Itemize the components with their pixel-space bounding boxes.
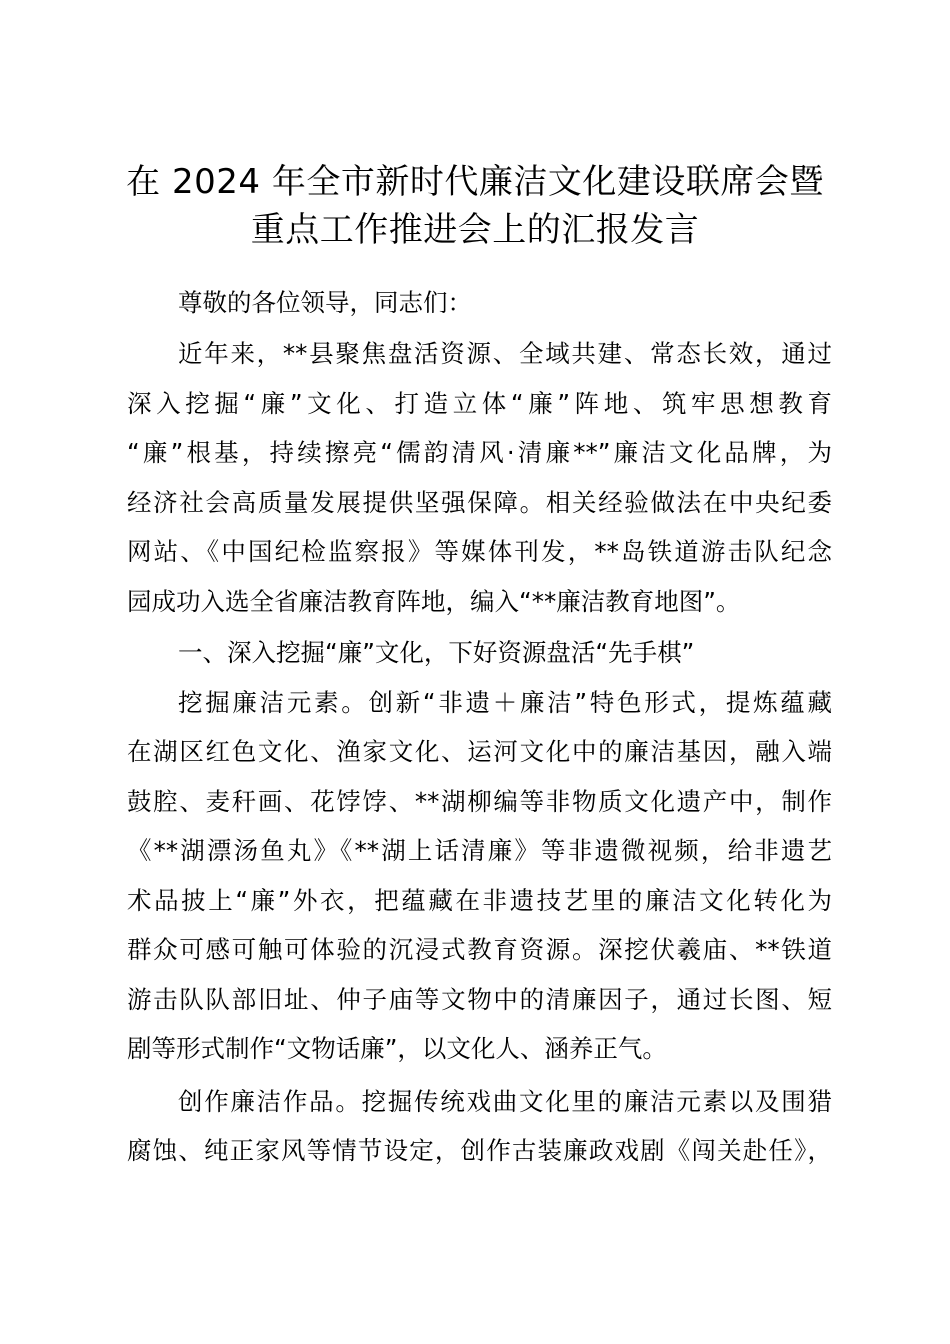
paragraph-line: 在湖区红色文化、渔家文化、运河文化中的廉洁基因，融入端 (127, 737, 832, 766)
salutation: 尊敬的各位领导，同志们： (178, 288, 472, 317)
section-heading: 一、深入挖掘“廉”文化，下好资源盘活“先手棋” (178, 638, 695, 667)
paragraph-line: 剧等形式制作“文物话廉”，以文化人、涵养正气。 (127, 1034, 667, 1063)
paragraph-line: 腐蚀、纯正家风等情节设定，创作古装廉政戏剧《闯关赴任》， (127, 1136, 832, 1165)
paragraph-line: 鼓腔、麦秆画、花饽饽、**湖柳编等非物质文化遗产中，制作 (127, 787, 832, 816)
paragraph-line: 创作廉洁作品。挖掘传统戏曲文化里的廉洁元素以及围猎 (178, 1087, 832, 1116)
intro-line: 经济社会高质量发展提供坚强保障。相关经验做法在中央纪委 (127, 488, 832, 517)
paragraph-line: 群众可感可触可体验的沉浸式教育资源。深挖伏羲庙、**铁道 (127, 935, 832, 964)
intro-line: 园成功入选全省廉洁教育阵地，编入“**廉洁教育地图”。 (127, 587, 741, 616)
paragraph-line: 术品披上“廉”外衣，把蕴藏在非遗技艺里的廉洁文化转化为 (127, 886, 832, 915)
paragraph-line: 《**湖漂汤鱼丸》《**湖上话清廉》等非遗微视频，给非遗艺 (127, 836, 832, 865)
intro-line: 深入挖掘“廉”文化、打造立体“廉”阵地、筑牢思想教育 (127, 389, 832, 418)
paragraph-line: 挖掘廉洁元素。创新“非遗＋廉洁”特色形式，提炼蕴藏 (178, 688, 832, 717)
intro-line: “廉”根基，持续擦亮“儒韵清风·清廉**”廉洁文化品牌，为 (127, 438, 832, 467)
intro-line: 近年来，**县聚焦盘活资源、全域共建、常态长效，通过 (178, 339, 832, 368)
paragraph-line: 游击队队部旧址、仲子庙等文物中的清廉因子，通过长图、短 (127, 985, 832, 1014)
document-title-line-2: 重点工作推进会上的汇报发言 (250, 210, 700, 250)
intro-line: 网站、《中国纪检监察报》等媒体刊发，**岛铁道游击队纪念 (127, 537, 832, 566)
document-title-line-1: 在 2024 年全市新时代廉洁文化建设联席会暨 (126, 162, 824, 202)
